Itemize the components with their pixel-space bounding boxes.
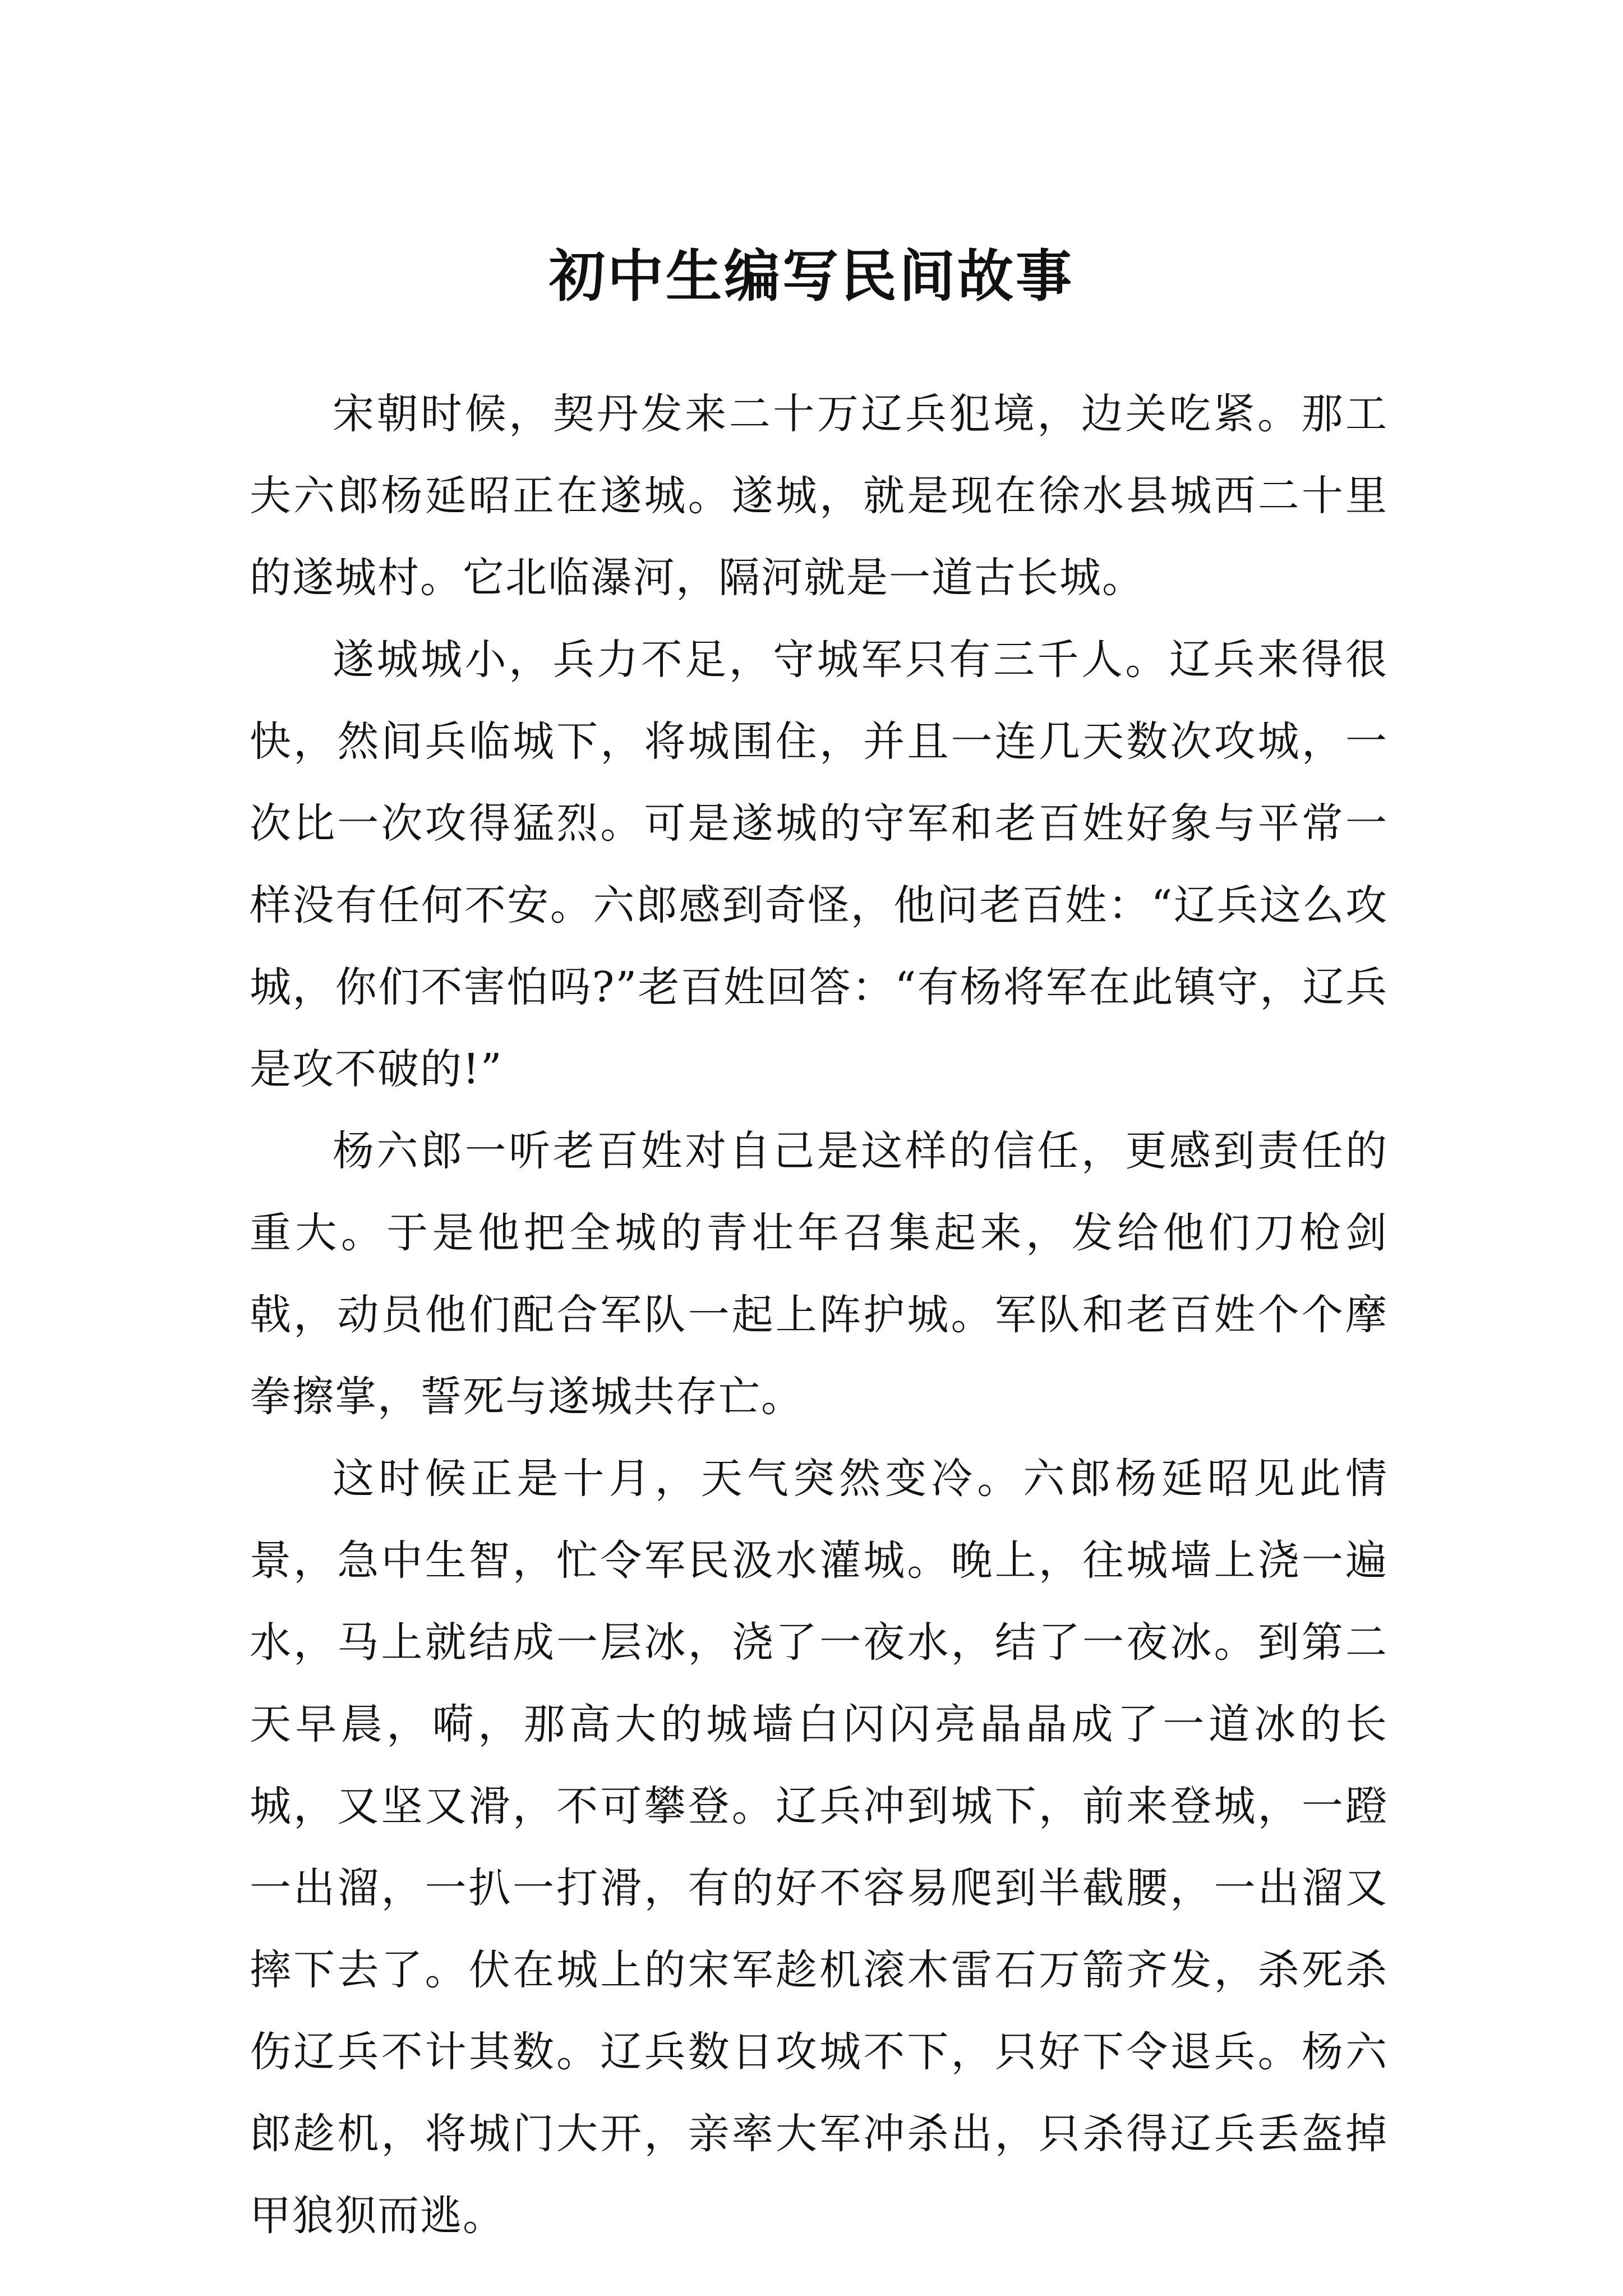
paragraph-4: 这时候正是十月，天气突然变冷。六郎杨延昭见此情景，急中生智，忙令军民汲水灌城。晚上，往城墙上浇一遍水，马上就结成一层冰，浇了一夜水，结了一夜冰。到第二天早晨，嗬，那高大的城墙白闪闪亮晶晶成了一道冰的长城，又坚又滑，不可攀登。辽兵冲到城下，前来登城，一蹬一出溜，一扒一打滑，有的好不容易爬到半截腰，一出溜又摔下去了。伏在城上的宋军趁机滚木雷石万箭齐发，杀死杀伤辽兵不计其数。辽兵数日攻城不下，只好下令退兵。杨六郎趁机，将城门大开，亲率大军冲杀出，只杀得辽兵丢盔掉甲狼狈而逃。 <box>250 1455 1388 2240</box>
paragraph-2: 遂城城小，兵力不足，守城军只有三千人。辽兵来得很快，然间兵临城下，将城围住，并且一连几天数次攻城，一次比一次攻得猛烈。可是遂城的守军和老百姓好象与平常一样没有任何不安。六郎感到奇怪，他问老百姓：“辽兵这么攻城，你们不害怕吗?”老百姓回答：“有杨将军在此镇守，辽兵是攻不破的!” <box>250 636 1388 1093</box>
paragraph-3: 杨六郎一听老百姓对自己是这样的信任，更感到责任的重大。于是他把全城的青壮年召集起来，发给他们刀枪剑戟，动员他们配合军队一起上阵护城。军队和老百姓个个摩拳擦掌，誓死与遂城共存亡。 <box>250 1127 1388 1421</box>
document-body <box>250 373 1388 2257</box>
paragraph-1: 宋朝时候，契丹发来二十万辽兵犯境，边关吃紧。那工夫六郎杨延昭正在遂城。遂城，就是现在徐水县城西二十里的遂城村。它北临瀑河，隔河就是一道古长城。 <box>250 390 1388 602</box>
document-title: 初中生编写民间故事 <box>549 243 1074 309</box>
